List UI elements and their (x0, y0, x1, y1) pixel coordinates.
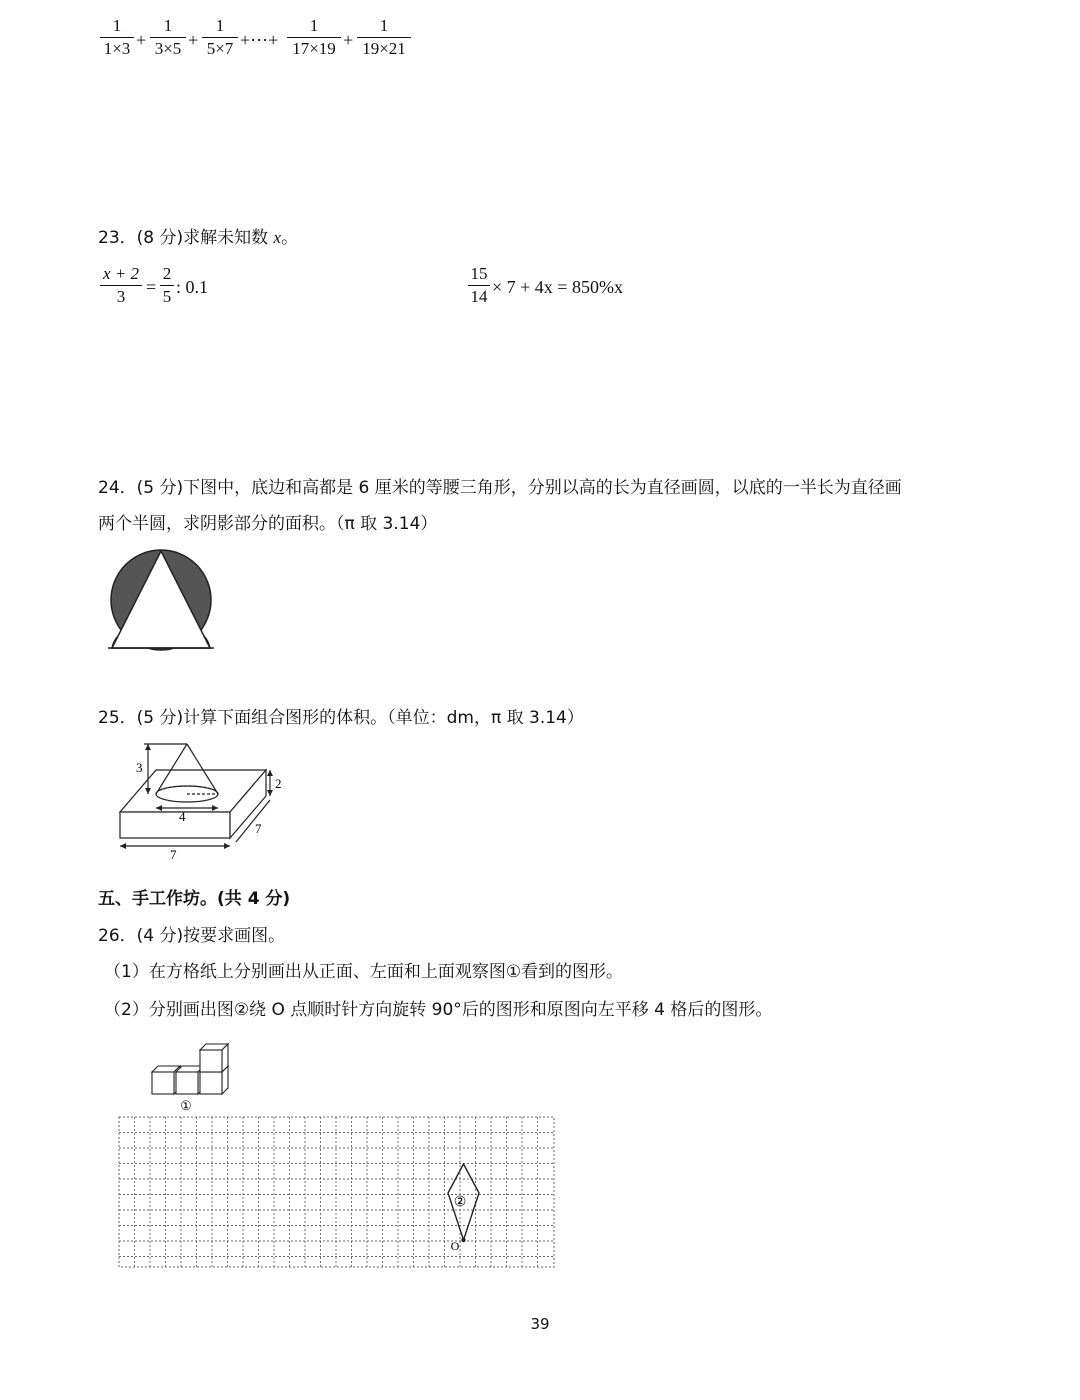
fraction-lhs (100, 264, 142, 307)
question-24-line-1: 24．(5 分)下图中，底边和高都是 6 厘米的等腰三角形，分别以高的长为直径画圆，以底的一半长为直径画 (98, 478, 902, 498)
numerator: 1 (112, 16, 122, 35)
point-o-label: O (450, 1239, 460, 1253)
grid-paper (118, 1116, 558, 1270)
question-26-part-1: （1）在方格纸上分别画出从正面、左面和上面观察图①看到的图形。 (104, 962, 624, 982)
numerator: 1 (379, 16, 389, 35)
question-24-line-2: 两个半圆，求阴影部分的面积。（π 取 3.14） (98, 514, 438, 534)
fraction-term (202, 16, 238, 59)
figure-1-label: ① (180, 1098, 192, 1112)
fraction-term (357, 16, 411, 59)
cube-stack-figure (150, 1038, 236, 1112)
denominator: 5×7 (206, 39, 234, 58)
question-25-title: 25．(5 分)计算下面组合图形的体积。（单位：dm，π 取 3.14） (98, 708, 584, 728)
numerator: 2 (162, 264, 172, 283)
numerator: x + 2 (102, 264, 140, 283)
grid-border (119, 1117, 554, 1267)
denominator: 3×5 (154, 39, 182, 58)
cone-box-figure (108, 738, 290, 862)
denominator: 17×19 (292, 39, 336, 58)
denominator: 14 (470, 287, 488, 306)
equation-tail: × 7 + 4x = 850%x (492, 277, 623, 297)
label-box-width: 7 (170, 847, 177, 862)
rotation-point (461, 1238, 465, 1242)
denominator: 19×21 (362, 39, 406, 58)
numerator: 15 (470, 264, 488, 283)
question-26-title: 26．(4 分)按要求画图。 (98, 926, 286, 946)
plus-sign: + (343, 30, 354, 50)
box-front-face (120, 812, 230, 838)
numerator: 1 (215, 16, 225, 35)
denominator: 5 (162, 287, 172, 306)
label-cone-diameter: 4 (179, 809, 186, 824)
page-number: 39 (530, 1315, 550, 1333)
label-box-depth: 7 (255, 821, 262, 836)
denominator: 3 (116, 287, 126, 306)
ratio-tail: : 0.1 (176, 277, 209, 297)
numerator: 1 (309, 16, 319, 35)
circle-triangle-figure (104, 548, 220, 656)
plus-sign: + (136, 30, 147, 50)
equals-sign: = (146, 277, 157, 297)
label-box-height: 2 (275, 776, 282, 791)
numerator: 1 (163, 16, 173, 35)
figure-2-label: ② (453, 1195, 467, 1210)
question-23-title: 23．(8 分)求解未知数 x。 (98, 228, 299, 248)
question-26-part-2: （2）分别画出图②绕 O 点顺时针方向旋转 90°后的图形和原图向左平移 4 格后的图形。 (104, 1000, 773, 1020)
fraction-term (100, 16, 134, 59)
ellipsis-plus: +⋯+ (240, 30, 279, 50)
denominator: 1×3 (103, 39, 131, 58)
fraction-term (287, 16, 341, 59)
plus-sign: + (188, 30, 199, 50)
label-cone-height: 3 (136, 760, 143, 775)
section-5-title: 五、手工作坊。(共 4 分) (98, 889, 291, 909)
cube (200, 1044, 228, 1072)
fraction-term (150, 16, 186, 59)
fraction-lhs (468, 264, 490, 307)
fraction-rhs (160, 264, 174, 307)
